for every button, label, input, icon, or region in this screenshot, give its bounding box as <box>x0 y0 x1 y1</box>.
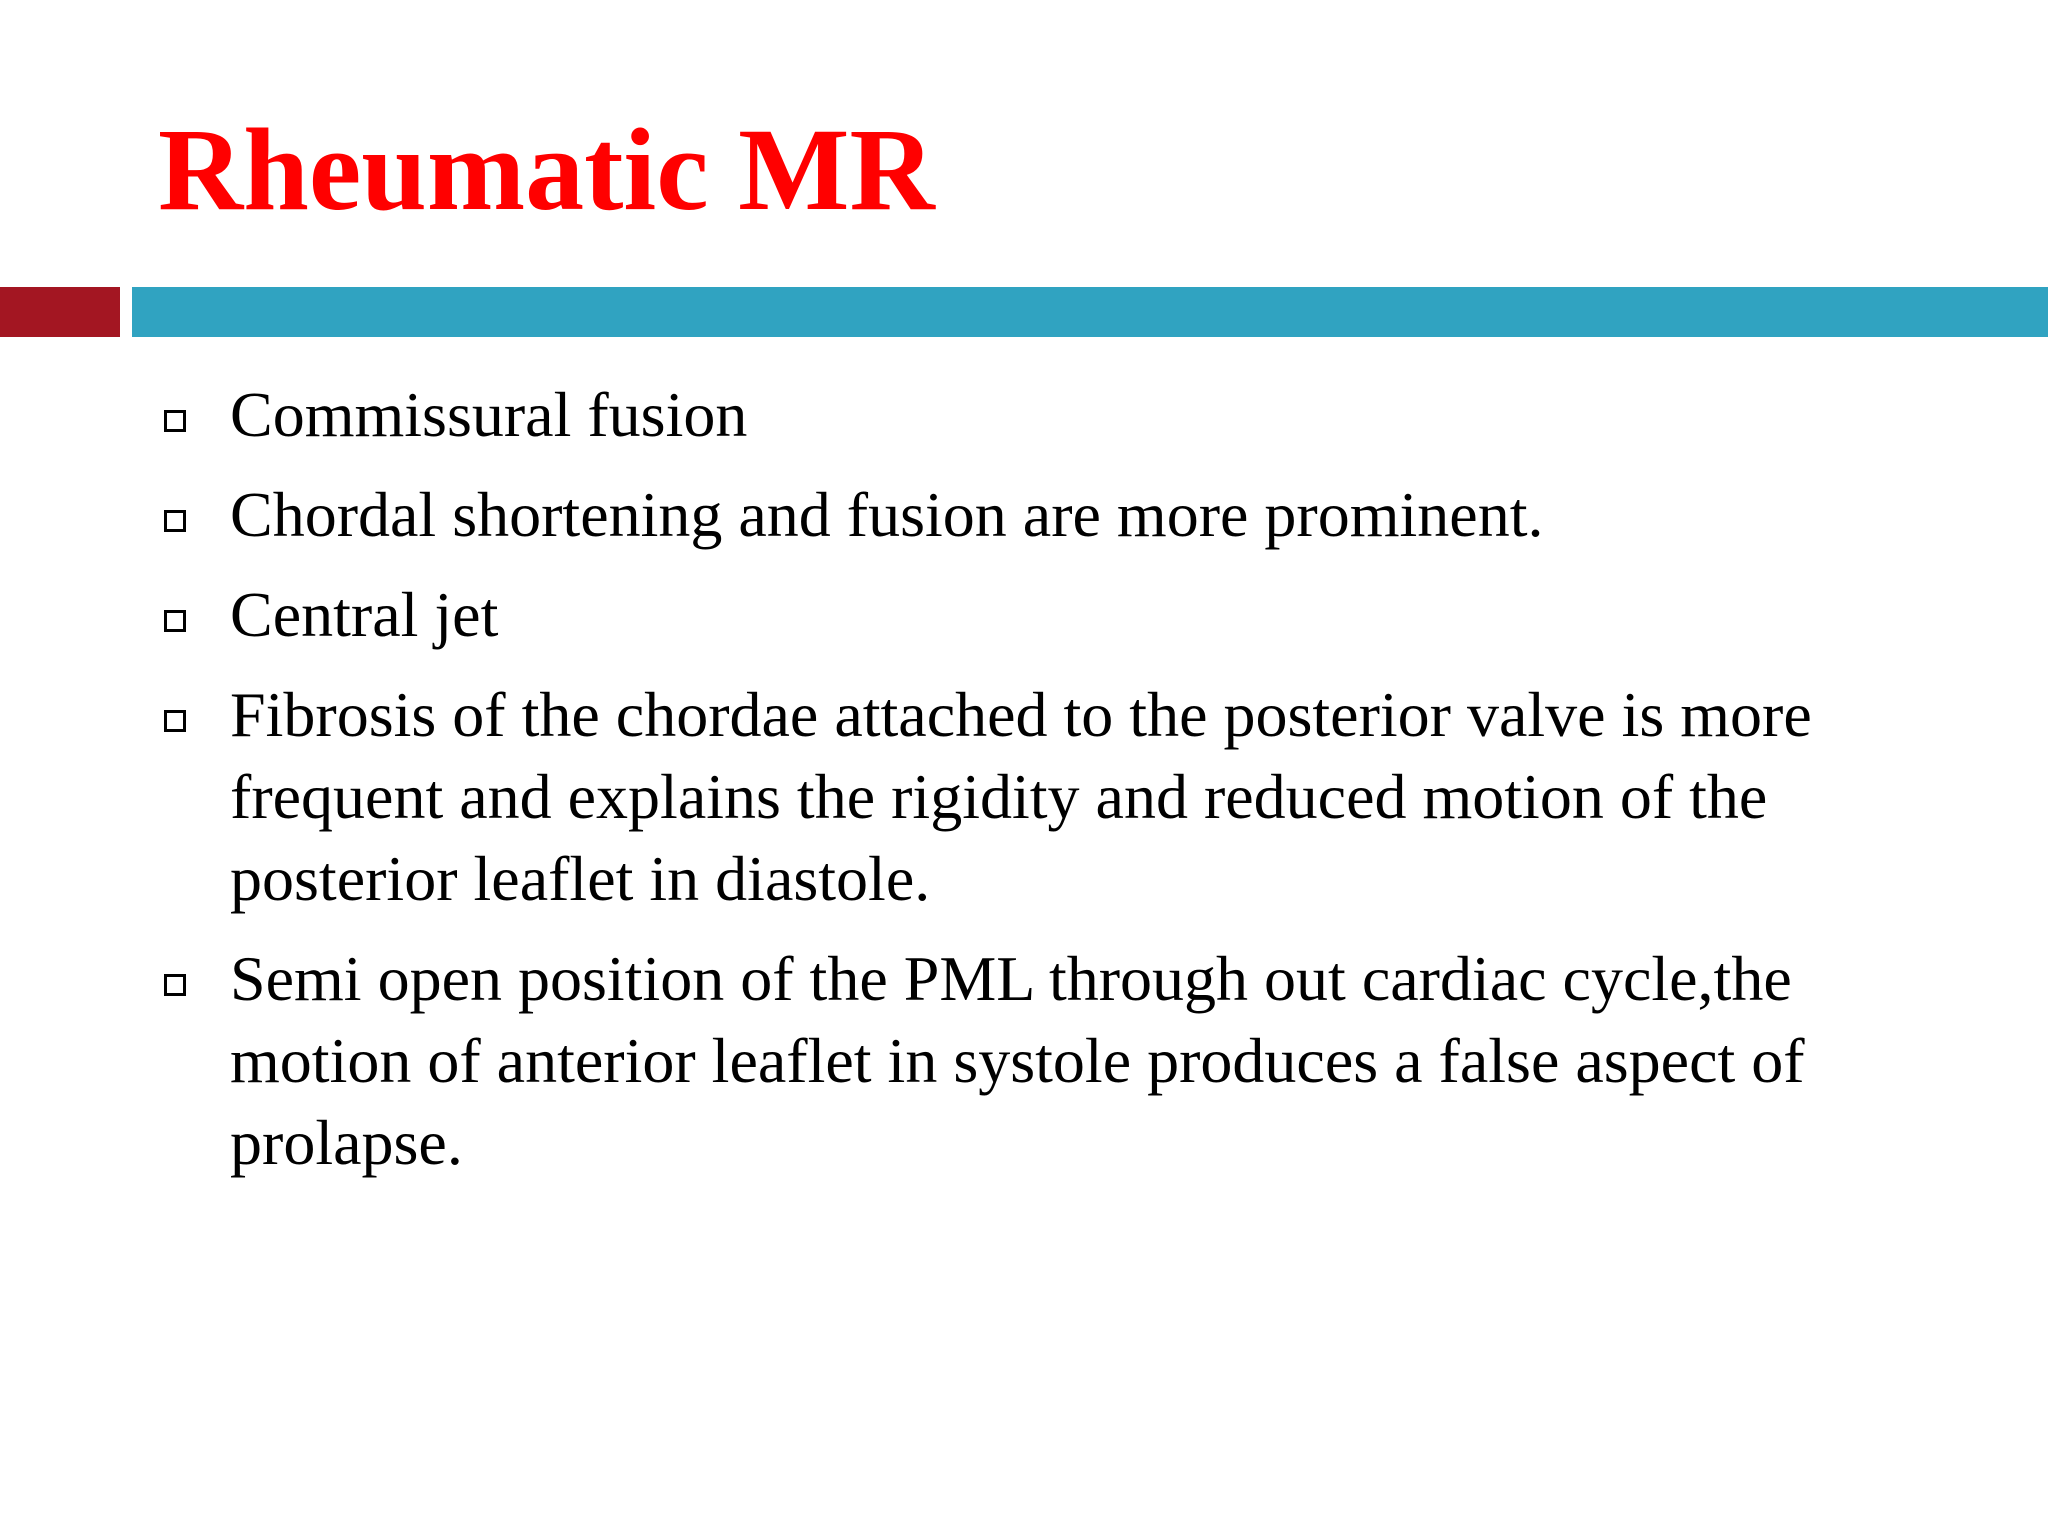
bullet-item <box>160 374 1960 456</box>
bullet-text: Chordal shortening and fusion are more prominent. <box>230 479 1544 550</box>
hollow-square-icon <box>164 410 186 432</box>
accent-bar-blue <box>132 287 2048 337</box>
bullet-text: Commissural fusion <box>230 379 748 450</box>
hollow-square-icon <box>164 510 186 532</box>
bullet-text: Semi open position of the PML through out cardiac cycle,the motion of anterior leaflet in systole produces a false aspect of prolapse. <box>230 943 1805 1178</box>
bullet-text: Central jet <box>230 579 499 650</box>
bullet-list <box>160 374 1960 1202</box>
slide-title: Rheumatic MR <box>158 104 935 235</box>
hollow-square-icon <box>164 710 186 732</box>
bullet-item <box>160 674 1960 920</box>
bullet-text: Fibrosis of the chordae attached to the posterior valve is more frequent and explains the rigidity and reduced motion of the posterior leaflet in diastole. <box>230 679 1812 914</box>
bullet-item <box>160 938 1960 1184</box>
accent-bar-red <box>0 287 120 337</box>
hollow-square-icon <box>164 974 186 996</box>
bullet-item <box>160 574 1960 656</box>
bullet-item <box>160 474 1960 556</box>
hollow-square-icon <box>164 610 186 632</box>
